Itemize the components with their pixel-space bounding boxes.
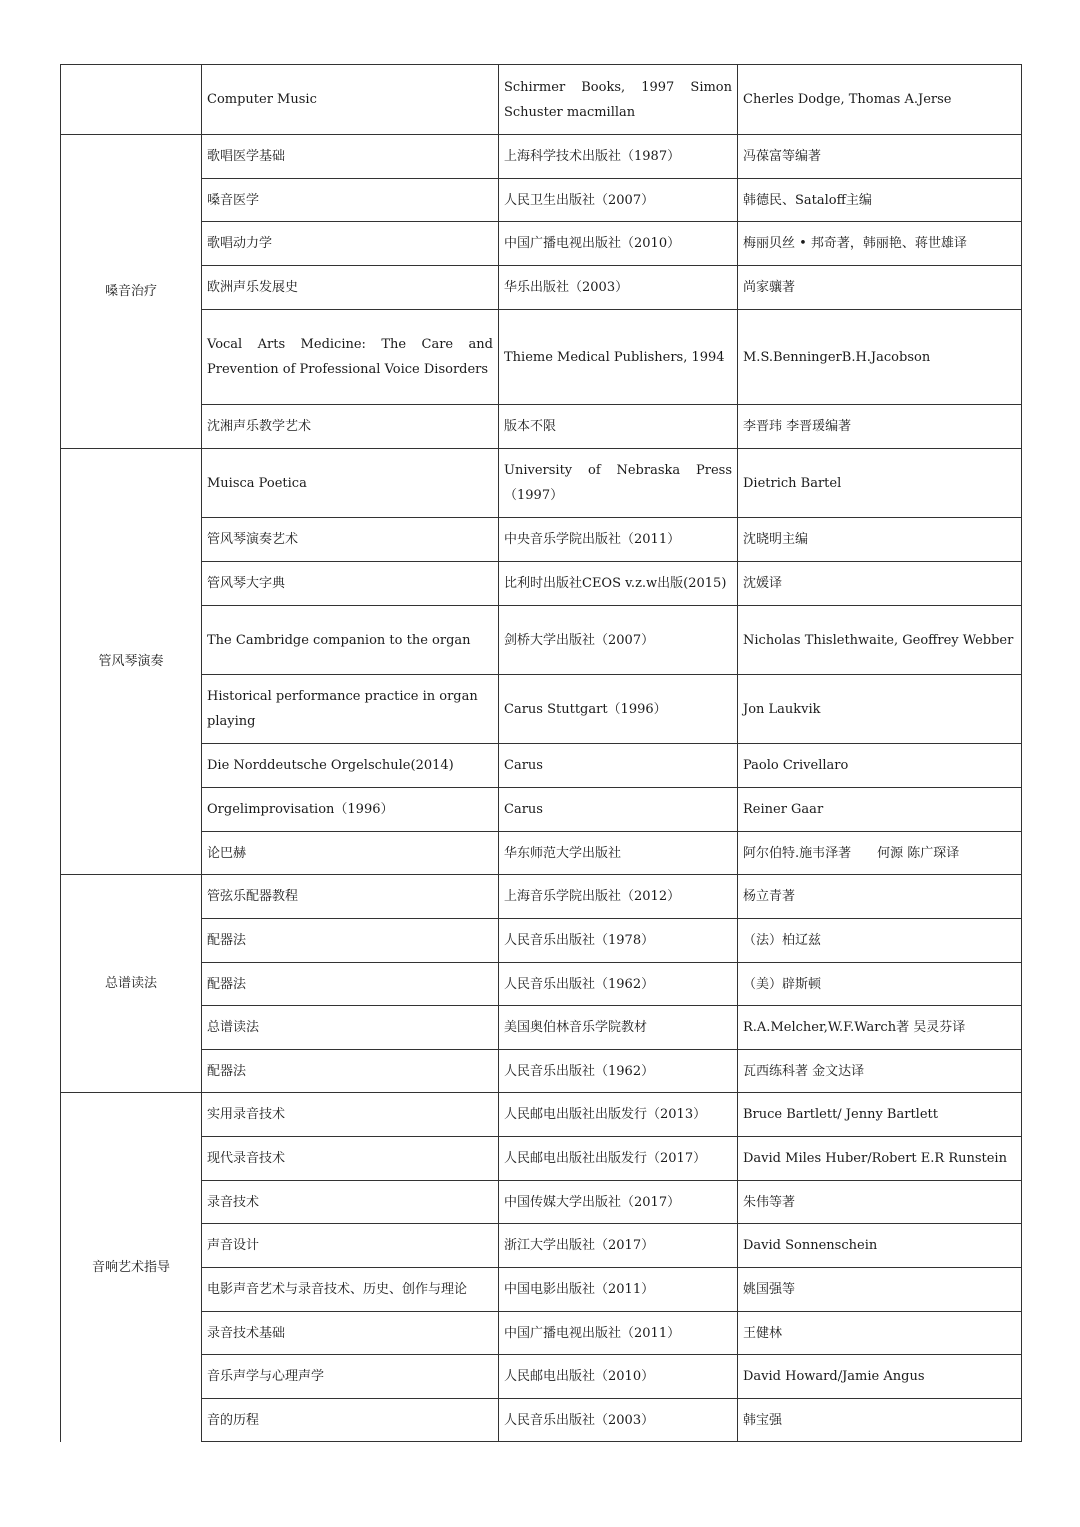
author-cell: 韩宝强 — [738, 1399, 1022, 1442]
author-cell: （法）柏辽兹 — [738, 919, 1022, 963]
table-row — [61, 562, 1022, 606]
publisher-cell: 华乐出版社（2003） — [499, 266, 738, 310]
author-cell: 瓦西练科著 金文达译 — [738, 1050, 1022, 1093]
table-row — [61, 518, 1022, 562]
table-row — [61, 1312, 1022, 1355]
author-cell: Paolo Crivellaro — [738, 744, 1022, 788]
title-cell: 沈湘声乐教学艺术 — [202, 405, 499, 449]
author-cell: 冯葆富等编著 — [738, 135, 1022, 179]
author-cell: 杨立青著 — [738, 875, 1022, 919]
author-cell: 阿尔伯特.施韦泽著 何源 陈广琛译 — [738, 832, 1022, 875]
title-cell: 音乐声学与心理声学 — [202, 1355, 499, 1399]
author-cell: David Sonnenschein — [738, 1224, 1022, 1268]
title-cell: 歌唱动力学 — [202, 222, 499, 266]
category-cell: 音响艺术指导 — [61, 1093, 202, 1442]
table-row — [61, 788, 1022, 832]
publisher-cell: 浙江大学出版社（2017） — [499, 1224, 738, 1268]
author-cell: Cherles Dodge, Thomas A.Jerse — [738, 65, 1022, 135]
publisher-cell: 中国电影出版社（2011） — [499, 1268, 738, 1312]
title-cell: 欧洲声乐发展史 — [202, 266, 499, 310]
table-row — [61, 606, 1022, 675]
publisher-cell: Schirmer Books, 1997 Simon Schuster macmillan — [499, 65, 738, 135]
title-cell: 管弦乐配器教程 — [202, 875, 499, 919]
table-row — [61, 1006, 1022, 1050]
author-cell: 王健林 — [738, 1312, 1022, 1355]
publisher-cell: Thieme Medical Publishers, 1994 — [499, 310, 738, 405]
author-cell: Nicholas Thislethwaite, Geoffrey Webber — [738, 606, 1022, 675]
title-cell: Computer Music — [202, 65, 499, 135]
category-cell: 总谱读法 — [61, 875, 202, 1093]
table-row — [61, 405, 1022, 449]
title-cell: 论巴赫 — [202, 832, 499, 875]
author-cell: M.S.BenningerB.H.Jacobson — [738, 310, 1022, 405]
author-cell: David Miles Huber/Robert E.R Runstein — [738, 1137, 1022, 1181]
table-row — [61, 222, 1022, 266]
category-cell — [61, 65, 202, 135]
publisher-cell: 人民邮电出版社出版发行（2013） — [499, 1093, 738, 1137]
table-row — [61, 1181, 1022, 1224]
title-cell: Die Norddeutsche Orgelschule(2014) — [202, 744, 499, 788]
title-cell: 现代录音技术 — [202, 1137, 499, 1181]
publisher-cell: 人民音乐出版社（1962） — [499, 1050, 738, 1093]
title-cell: 录音技术基础 — [202, 1312, 499, 1355]
title-cell: 总谱读法 — [202, 1006, 499, 1050]
publisher-cell: University of Nebraska Press （1997） — [499, 449, 738, 518]
title-cell: 配器法 — [202, 1050, 499, 1093]
title-cell: 音的历程 — [202, 1399, 499, 1442]
author-cell: Dietrich Bartel — [738, 449, 1022, 518]
reading-list-table — [60, 64, 1022, 1442]
table-row — [61, 135, 1022, 179]
title-cell: 管风琴大字典 — [202, 562, 499, 606]
table-row — [61, 1050, 1022, 1093]
document-page — [60, 64, 1021, 1442]
title-cell: 嗓音医学 — [202, 179, 499, 222]
publisher-cell: 版本不限 — [499, 405, 738, 449]
publisher-cell: 中央音乐学院出版社（2011） — [499, 518, 738, 562]
table-row — [61, 1399, 1022, 1442]
title-cell: 录音技术 — [202, 1181, 499, 1224]
title-cell: 声音设计 — [202, 1224, 499, 1268]
table-row — [61, 832, 1022, 875]
table-row — [61, 266, 1022, 310]
table-row — [61, 875, 1022, 919]
publisher-cell: 中国传媒大学出版社（2017） — [499, 1181, 738, 1224]
publisher-cell: 人民音乐出版社（1962） — [499, 963, 738, 1006]
publisher-cell: 人民卫生出版社（2007） — [499, 179, 738, 222]
category-cell: 嗓音治疗 — [61, 135, 202, 449]
category-cell: 管风琴演奏 — [61, 449, 202, 875]
table-row — [61, 744, 1022, 788]
author-cell: R.A.Melcher,W.F.Warch著 吴灵芬译 — [738, 1006, 1022, 1050]
table-row — [61, 1355, 1022, 1399]
author-cell: Bruce Bartlett/ Jenny Bartlett — [738, 1093, 1022, 1137]
publisher-cell: 上海科学技术出版社（1987） — [499, 135, 738, 179]
table-row — [61, 1137, 1022, 1181]
table-row — [61, 449, 1022, 518]
title-cell: 电影声音艺术与录音技术、历史、创作与理论 — [202, 1268, 499, 1312]
author-cell: 韩德民、Sataloff主编 — [738, 179, 1022, 222]
publisher-cell: 人民邮电出版社（2010） — [499, 1355, 738, 1399]
table-row — [61, 963, 1022, 1006]
publisher-cell: 人民邮电出版社出版发行（2017） — [499, 1137, 738, 1181]
table-row — [61, 310, 1022, 405]
title-cell: 实用录音技术 — [202, 1093, 499, 1137]
publisher-cell: Carus — [499, 744, 738, 788]
publisher-cell: 上海音乐学院出版社（2012） — [499, 875, 738, 919]
title-cell: Orgelimprovisation（1996） — [202, 788, 499, 832]
title-cell: Vocal Arts Medicine: The Care and Prevention of Professional Voice Disorders — [202, 310, 499, 405]
table-row — [61, 1093, 1022, 1137]
publisher-cell: 中国广播电视出版社（2010） — [499, 222, 738, 266]
table-row — [61, 65, 1022, 135]
table-body — [61, 65, 1022, 1442]
table-row — [61, 675, 1022, 744]
author-cell: 沈媛译 — [738, 562, 1022, 606]
publisher-cell: 剑桥大学出版社（2007） — [499, 606, 738, 675]
author-cell: 沈晓明主编 — [738, 518, 1022, 562]
title-cell: The Cambridge companion to the organ — [202, 606, 499, 675]
publisher-cell: 中国广播电视出版社（2011） — [499, 1312, 738, 1355]
table-row — [61, 919, 1022, 963]
author-cell: Reiner Gaar — [738, 788, 1022, 832]
author-cell: 李晋玮 李晋瑗编著 — [738, 405, 1022, 449]
title-cell: Historical performance practice in organ playing — [202, 675, 499, 744]
publisher-cell: Carus — [499, 788, 738, 832]
title-cell: 配器法 — [202, 963, 499, 1006]
author-cell: 朱伟等著 — [738, 1181, 1022, 1224]
publisher-cell: 美国奥伯林音乐学院教材 — [499, 1006, 738, 1050]
publisher-cell: 人民音乐出版社（2003） — [499, 1399, 738, 1442]
title-cell: 配器法 — [202, 919, 499, 963]
title-cell: 歌唱医学基础 — [202, 135, 499, 179]
title-cell: Muisca Poetica — [202, 449, 499, 518]
publisher-cell: 华东师范大学出版社 — [499, 832, 738, 875]
author-cell: Jon Laukvik — [738, 675, 1022, 744]
table-row — [61, 1224, 1022, 1268]
author-cell: David Howard/Jamie Angus — [738, 1355, 1022, 1399]
author-cell: 梅丽贝丝 • 邦奇著，韩丽艳、蒋世雄译 — [738, 222, 1022, 266]
publisher-cell: Carus Stuttgart（1996） — [499, 675, 738, 744]
author-cell: 姚国强等 — [738, 1268, 1022, 1312]
publisher-cell: 人民音乐出版社（1978） — [499, 919, 738, 963]
author-cell: （美）辟斯顿 — [738, 963, 1022, 1006]
author-cell: 尚家骧著 — [738, 266, 1022, 310]
table-row — [61, 179, 1022, 222]
title-cell: 管风琴演奏艺术 — [202, 518, 499, 562]
publisher-cell: 比利时出版社CEOS v.z.w出版(2015) — [499, 562, 738, 606]
table-row — [61, 1268, 1022, 1312]
